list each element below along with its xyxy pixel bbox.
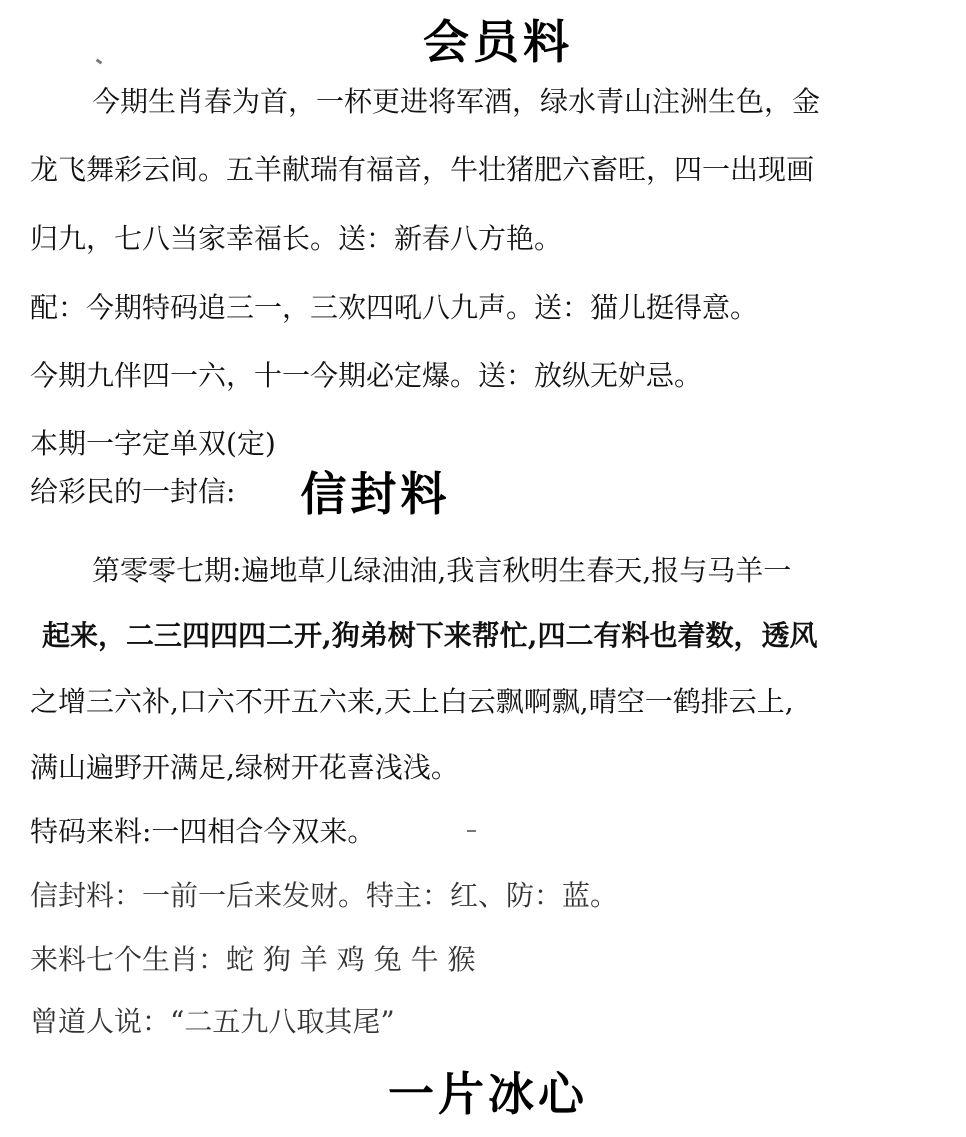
member-line-6: 本期一字定单双(定) [30,427,276,460]
letter-heading [30,466,451,521]
scan-dash [467,830,476,832]
bottom-title: 一片冰心 [388,1067,588,1121]
letter-line-7: 来料七个生肖：蛇 狗 羊 鸡 兔 牛 猴 [30,943,476,976]
member-line-2: 龙飞舞彩云间。五羊献瑞有福音，牛壮猪肥六畜旺，四一出现画 [30,153,815,186]
letter-line-3: 之增三六补,口六不开五六来,天上白云飘啊飘,晴空一鹤排云上, [30,685,794,718]
member-line-1: 今期生肖春为首，一杯更进将军酒，绿水青山注洲生色，金 [92,85,821,118]
letter-line-8: 曾道人说：“二五九八取其尾” [30,1005,395,1038]
letter-intro: 给彩民的一封信: [30,475,236,508]
member-line-4: 配：今期特码追三一，三欢四吼八九声。送：猫儿挺得意。 [30,291,759,324]
letter-line-1: 第零零七期:遍地草儿绿油油,我言秋明生春天,报与马羊一 [92,554,792,587]
letter-line-5: 特码来料:一四相合今双来。 [30,815,376,848]
member-line-3: 归九，七八当家幸福长。送：新春八方艳。 [30,222,563,255]
letter-title: 信封料 [300,466,451,521]
letter-line-4: 满山遍野开满足,绿树开花喜浅浅。 [30,751,459,784]
page-title: 会员料 [423,15,573,69]
letter-line-6: 信封料：一前一后来发财。特主：红、防：蓝。 [30,879,619,912]
letter-line-2: 起来，二三四四四二开,狗弟树下来帮忙,四二有料也着数，透风 [42,619,818,652]
member-line-5: 今期九伴四一六，十一今期必定爆。送：放纵无妒忌。 [30,359,703,392]
